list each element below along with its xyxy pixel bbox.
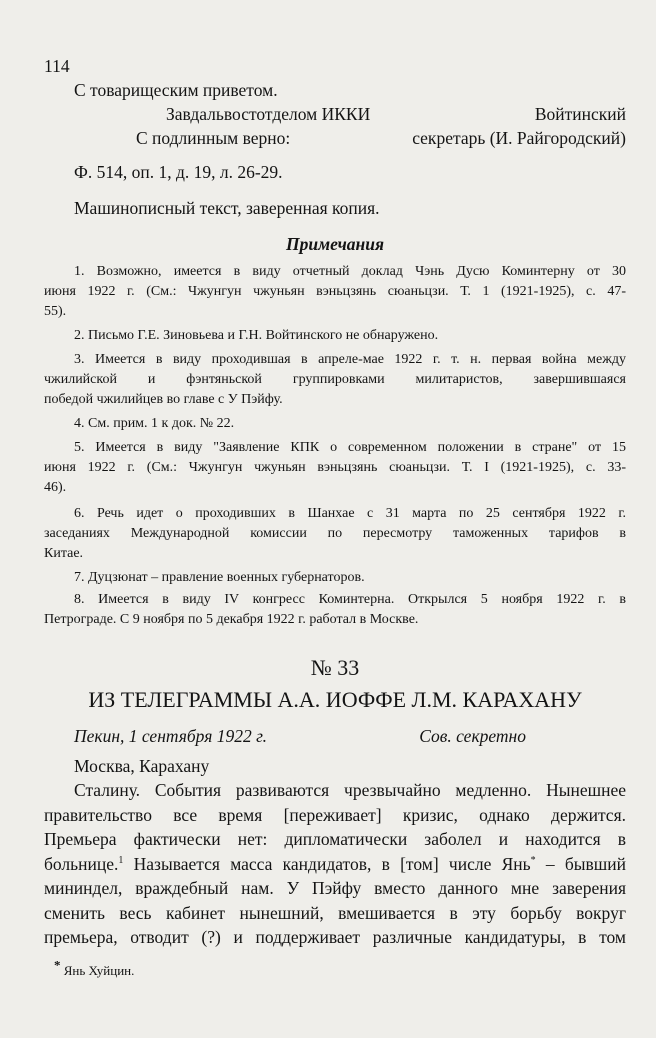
telegram-body: Сталину. События развиваются чрезвычайно медленно. Нынешнее правительство все время [переживает] кризис, однако держится. Премьера фактически нет: дипломатически заболел и находится в больнице.$^1$ Называется масса кандидатов, в [том] числе Янь* – бывший мининдел, враждебный нам. У Пэйфу вместо данного мне заверения сменить весь кабинет нынешний, вмешивается в эту борьбу вокруг премьера, отводит (?) и поддерживает различные кандидатуры, в том [44, 780, 627, 947]
note-6: 6. Речь идет о проходивших в Шанхае с 31 марта по 25 сентября 1922 г. заседаниях Международной комиссии по пересмотру таможенных тарифов в Китае. [44, 506, 626, 561]
body-line-footnote: больнице.$^1$ Называется масса кандидатов, в [том] числе Янь* – бывший [44, 853, 627, 874]
closing-greeting: С товарищеским приветом. [74, 80, 278, 100]
note-2: 2. Письмо Г.Е. Зиновьева и Г.Н. Войтинского не обнаружено. [74, 328, 439, 343]
copy-note: Машинописный текст, заверенная копия. [74, 198, 380, 218]
document-number: № 33 [310, 655, 360, 680]
note-5: 5. Имеется в виду "Заявление КПК о современном положении в стране" от 15 июня 1922 г. (См.: Чжунгун чжуньян вэньцзянь сюаньцзи. Т. I (1921-1925), с. 33- 46). [44, 440, 626, 495]
note-7: 7. Дуцзюнат – правление военных губернаторов. [74, 570, 365, 585]
page-number: 114 [44, 56, 70, 76]
address-line: Москва, Карахану [74, 756, 210, 776]
note-8: 8. Имеется в виду IV конгресс Коминтерна. Открылся 5 ноября 1922 г. в Петрограде. С 9 ноября по 5 декабря 1922 г. работал в Москве. [44, 592, 626, 627]
endnote-ref: 1 [118, 854, 124, 866]
classification: Сов. секретно [419, 726, 526, 746]
footnote-text: Янь Хуйцин. [60, 963, 135, 978]
signature-line [166, 102, 626, 126]
dateline [74, 724, 526, 748]
note-1: 1. Возможно, имеется в виду отчетный доклад Чэнь Дусю Коминтерну от 30 июня 1922 г. (См.: Чжунгун чжуньян вэньцзянь сюаньцзи. Т. 1 (1921-1925), с. 47- 55). [44, 264, 626, 319]
document-title: ИЗ ТЕЛЕГРАММЫ А.А. ИОФФЕ Л.М. КАРАХАНУ [88, 687, 582, 712]
notes-heading: Примечания [285, 234, 385, 254]
signature-name: Войтинский [534, 104, 626, 124]
footnote-mark: * [54, 957, 61, 973]
true-copy-label: С подлинным верно: [136, 128, 291, 148]
footnote [54, 957, 626, 980]
footnote-ref: * [530, 854, 536, 866]
secretary-name: секретарь (И. Райгородский) [412, 128, 626, 148]
place-date: Пекин, 1 сентября 1922 г. [74, 726, 268, 746]
true-copy-line [136, 126, 626, 150]
archive-reference: Ф. 514, оп. 1, д. 19, л. 26-29. [74, 162, 283, 182]
signature-org: Завдальвостотделом ИККИ [166, 104, 371, 124]
note-4: 4. См. прим. 1 к док. № 22. [74, 416, 235, 431]
note-3: 3. Имеется в виду проходившая в апреле-мае 1922 г. т. н. первая война между чжилийской и фэнтяньской группировками милитаристов, завершившаяся победой чжилийцев во главе с У Пэйфу. [44, 352, 626, 407]
